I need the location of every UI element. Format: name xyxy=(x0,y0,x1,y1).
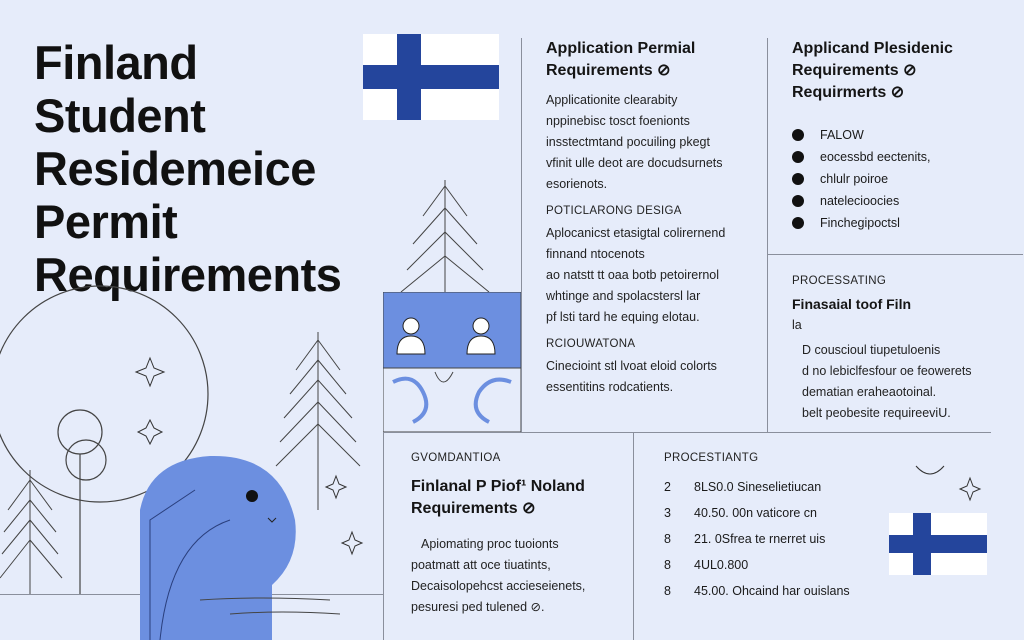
section-heading: Requirements ⊘ xyxy=(411,500,536,517)
body-text: Decaisolopehcst accieseienets, xyxy=(411,579,586,593)
section-heading: Finasaial toof Filn xyxy=(792,296,912,312)
body-text: Aplocanicst etasigtal colirernend xyxy=(546,226,726,240)
body-text: esorienots. xyxy=(546,177,608,191)
divider xyxy=(767,254,1023,255)
section-label: RCIOUWATONA xyxy=(546,338,636,350)
applicant-residence-section xyxy=(792,38,953,234)
list-item: natelecioocies xyxy=(792,190,953,212)
list-item xyxy=(664,578,850,604)
financial-section xyxy=(792,275,972,424)
section-heading: Requirements ⊘ xyxy=(792,62,917,79)
finland-flag-icon xyxy=(889,513,987,575)
body-text: Cinecioint stl lvoat eloid colorts xyxy=(546,359,717,373)
divider xyxy=(633,432,634,640)
body-text: D couscioul tiupetuloenis xyxy=(802,343,941,357)
steps-list xyxy=(664,474,850,604)
step-number: 8 xyxy=(664,584,671,598)
section-label: POTICLARONG DESIGA xyxy=(546,205,682,217)
title-line: Requirements xyxy=(34,248,342,301)
body-text: poatmatt att oce tiuatints, xyxy=(411,558,551,572)
application-permit-section xyxy=(546,38,725,398)
body-text: finnand ntocenots xyxy=(546,247,645,261)
pine-tree-illustration xyxy=(383,160,521,300)
body-text: ao natstt tt oaa botb petoirernol xyxy=(546,268,720,282)
section-label: GVOMDANTIOA xyxy=(411,452,501,464)
finland-flag-icon xyxy=(363,34,499,120)
title-line: Residemeice xyxy=(34,142,316,195)
list-item: Finchegipoctsl xyxy=(792,212,953,234)
title-line: Finland xyxy=(34,36,198,89)
body-text: essentitins rodcatients. xyxy=(546,380,674,394)
step-text: 8LS0.0 Sineselietiucan xyxy=(694,480,822,494)
body-text: Applicationite clearabity xyxy=(546,93,678,107)
list-item xyxy=(664,552,850,578)
section-heading: Finlanal P Piof¹ Noland xyxy=(411,478,585,495)
step-number: 2 xyxy=(664,480,671,494)
list-item xyxy=(664,526,850,552)
step-number: 8 xyxy=(664,558,671,572)
step-text: 4UL0.800 xyxy=(694,558,749,572)
body-text: la xyxy=(792,318,802,332)
divider xyxy=(767,38,768,432)
title-line: Student xyxy=(34,89,206,142)
title-line: Permit xyxy=(34,195,178,248)
section-heading: Application Permial xyxy=(546,40,696,57)
divider xyxy=(383,432,991,433)
step-text: 45.00. Ohcaind har ouislans xyxy=(694,584,850,598)
finland-requirements-box xyxy=(411,452,585,618)
step-text: 21. 0Sfrea te rnerret uis xyxy=(694,532,826,546)
body-text: insstectmtand pocuiling pkegt xyxy=(546,135,710,149)
list-item xyxy=(664,500,850,526)
body-text: whtinge and spolacstersl lar xyxy=(546,289,701,303)
body-text: belt peobesite requireeviU. xyxy=(802,406,951,420)
section-heading: Applicand Plesidenic xyxy=(792,40,953,57)
step-number: 8 xyxy=(664,532,671,546)
body-text: dematian eraheaotoinal. xyxy=(802,385,937,399)
body-text: nppinebisc tosct foenionts xyxy=(546,114,690,128)
divider xyxy=(521,38,522,432)
step-number: 3 xyxy=(664,506,671,520)
divider xyxy=(383,432,384,640)
people-panel-illustration xyxy=(383,292,521,432)
list-item: chlulr poiroe xyxy=(792,168,953,190)
sparkle-icon xyxy=(910,458,990,508)
body-text: vfinit ulle deot are docudsurnets xyxy=(546,156,723,170)
list-item: FALOW xyxy=(792,124,953,146)
section-heading: Requirements ⊘ xyxy=(546,62,671,79)
nature-illustration xyxy=(0,180,383,640)
section-heading: Requirmerts ⊘ xyxy=(792,84,905,101)
list-item: eocessbd eectenits, xyxy=(792,146,953,168)
body-text: d no lebiclfesfour oe feowerets xyxy=(802,364,972,378)
list-item xyxy=(664,474,850,500)
section-label: PROCESSATING xyxy=(792,275,887,287)
requirements-list xyxy=(792,124,953,234)
section-label: PROCESTIANTG xyxy=(664,452,759,464)
body-text: pesuresi ped tulened ⊘. xyxy=(411,600,545,614)
body-text: Apiomating proc tuoionts xyxy=(421,537,559,551)
processing-steps-box xyxy=(664,452,850,604)
step-text: 40.50. 00n vaticore cn xyxy=(694,506,817,520)
body-text: pf lsti tard he equing elotau. xyxy=(546,310,700,324)
